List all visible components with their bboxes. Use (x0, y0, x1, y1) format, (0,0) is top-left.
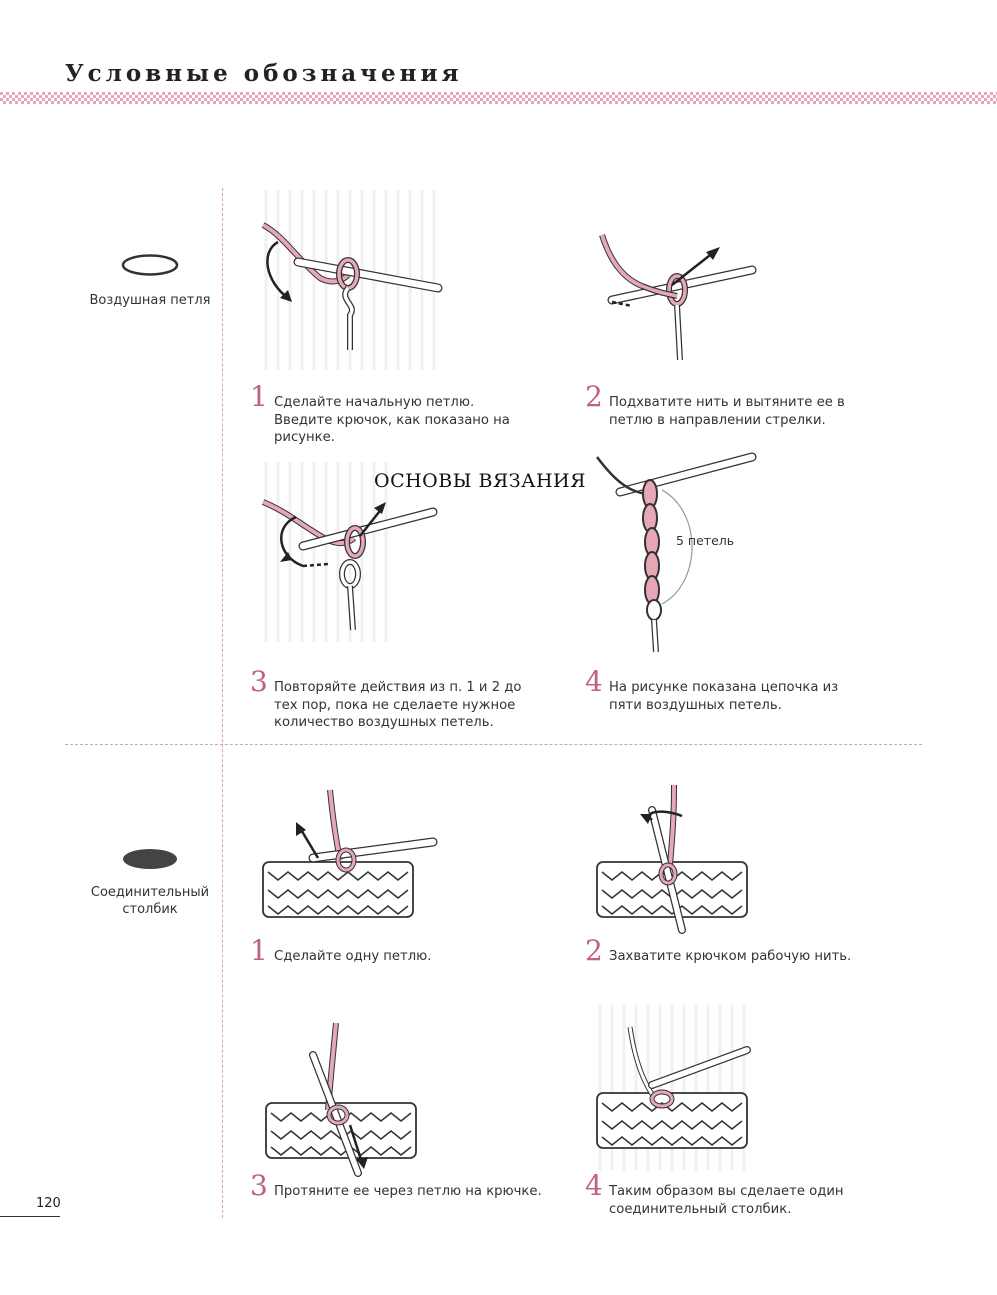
page-number: 120 (36, 1196, 61, 1211)
step-number: 2 (585, 934, 603, 967)
overlay-heading: ОСНОВЫ ВЯЗАНИЯ (374, 470, 586, 492)
filled-oval-icon (120, 846, 180, 872)
step-text: Сделайте одну петлю. (274, 949, 432, 964)
step-text: Повторяйте действия из п. 1 и 2 до тех пор, пока не сделаете нужное количество воздушных петель. (274, 680, 522, 730)
step-number: 4 (585, 665, 603, 698)
page-number-rule (0, 1216, 60, 1217)
oval-outline-icon (120, 252, 180, 278)
symbol-label-chain: Воздушная петля (89, 293, 211, 308)
step-text: Таким образом вы сделаете один соединительный столбик. (609, 1184, 844, 1217)
step-number: 4 (585, 1169, 603, 1202)
illustration-ss-step-2 (592, 780, 782, 930)
step-number: 3 (250, 1169, 268, 1202)
step-text: На рисунке показана цепочка из пяти воздушных петель. (609, 680, 839, 713)
illustration-step-2 (592, 230, 772, 370)
step-number: 1 (250, 934, 268, 967)
horizontal-divider (65, 744, 922, 745)
chain-annotation: 5 петель (676, 533, 735, 548)
vertical-divider (222, 188, 223, 1218)
illustration-ss-step-3 (258, 1015, 448, 1175)
step-number: 1 (250, 380, 268, 413)
illustration-step-1 (258, 190, 448, 370)
step-text: Сделайте начальную петлю. Введите крючок, как показано на рисунке. (274, 395, 510, 445)
symbol-label-slip-stitch: Соединительный столбик (90, 885, 210, 917)
illustration-ss-step-1 (258, 780, 448, 930)
step-number: 3 (250, 665, 268, 698)
decorative-border (0, 92, 997, 104)
step-number: 2 (585, 380, 603, 413)
step-text: Подхватите нить и вытяните ее в петлю в направлении стрелки. (609, 395, 845, 428)
illustration-step-4 (592, 452, 762, 662)
page-title: Условные обозначения (65, 60, 463, 87)
illustration-ss-step-4 (592, 1005, 762, 1170)
step-text: Захватите крючком рабочую нить. (609, 949, 852, 964)
step-text: Протяните ее через петлю на крючке. (274, 1184, 542, 1199)
